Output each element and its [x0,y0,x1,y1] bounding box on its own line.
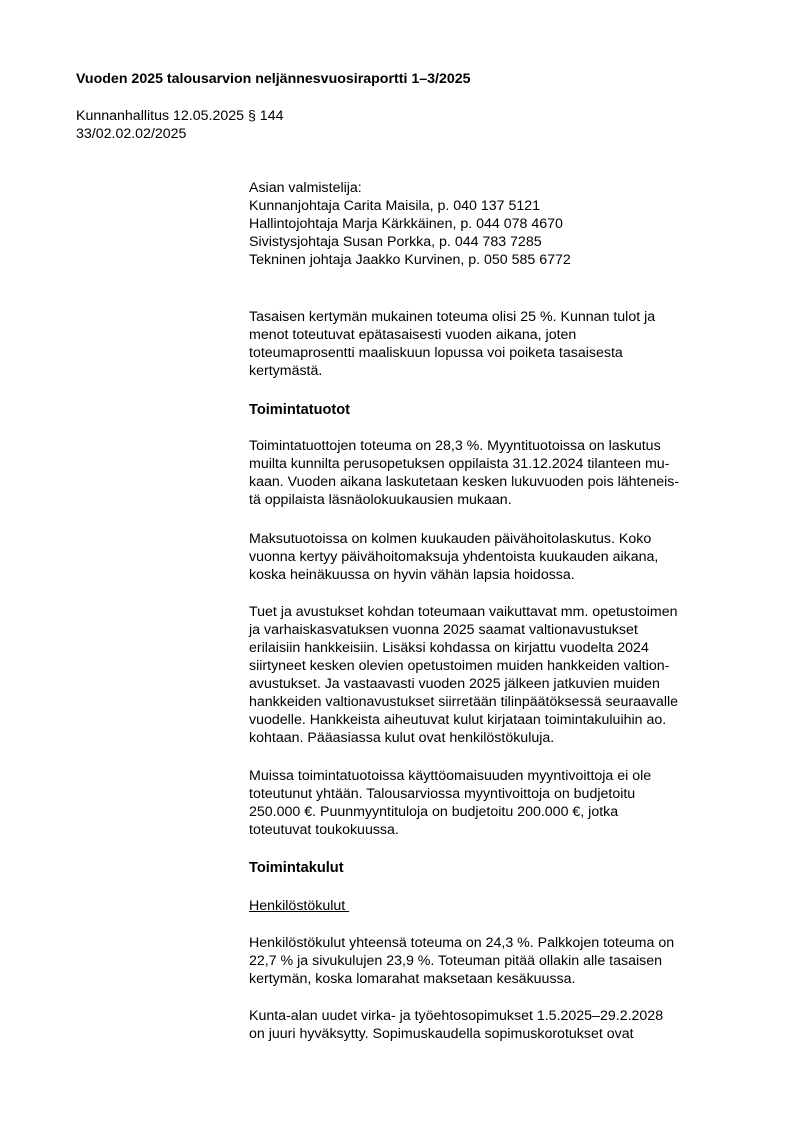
text-line: koska heinäkuussa on hyvin vähän lapsia hoidossa. [249,567,575,583]
text-line: Maksutuotoissa on kolmen kuukauden päivähoitolaskutus. Koko [249,531,652,547]
section-heading: Toimintakulut [249,860,344,876]
text-line: toteumaprosentti maaliskuun lopussa voi poiketa tasaisesta [249,345,623,361]
text-line: Tuet ja avustukset kohdan toteumaan vaikuttavat mm. opetustoimen [249,604,678,620]
text-line: Toimintatuottojen toteuma on 28,3 %. Myyntituotoissa on laskutus [249,438,661,454]
meeting-reference: Kunnanhallitus 12.05.2025 § 144 [76,108,284,124]
preparer-line: Kunnanjohtaja Carita Maisila, p. 040 137 5121 [249,198,541,214]
text-line: toteutunut yhtään. Talousarviossa myyntivoittoja on budjetoitu [249,786,636,802]
text-line: vuonna kertyy päivähoitomaksuja yhdentoista kuukauden aikana, [249,549,659,565]
section-heading-toimintakulut [249,859,739,877]
text-line: Tasaisen kertymän mukainen toteuma olisi 25 %. Kunnan tulot ja [249,309,656,325]
text-line: Henkilöstökulut yhteensä toteuma on 24,3 %. Palkkojen toteuma on [249,935,675,951]
text-line: 22,7 % ja sivukulujen 23,9 %. Toteuman pitää ollakin alle tasaisen [249,953,663,969]
subsection-heading: Henkilöstökulut [249,898,350,914]
text-line: muilta kunnilta perusopetuksen oppilaista 31.12.2024 tilanteen mu- [249,456,670,472]
text-line: Muissa toimintatuotoissa käyttöomaisuuden myyntivoittoja ei ole [249,768,652,784]
text-line: erilaisiin hankkeisiin. Lisäksi kohdassa on kirjattu vuodelta 2024 [249,640,649,656]
preparers-block [249,179,739,269]
paragraph-collective-agreements [249,1007,739,1043]
paragraph-other-income [249,767,739,839]
paragraph-fee-income [249,530,739,584]
text-line: kaan. Vuoden aikana laskutetaan kesken lukuvuoden pois lähteneis- [249,474,680,490]
text-line: kertymästä. [249,363,323,379]
text-line: hankkeiden valtionavustukset siirretään tilinpäätöksessä seuraavalle [249,694,679,710]
preparer-line: Hallintojohtaja Marja Kärkkäinen, p. 044 078 4670 [249,216,563,232]
text-line: menot toteutuvat epätasaisesti vuoden aikana, joten [249,327,577,343]
document-title: Vuoden 2025 talousarvion neljännesvuosiraportti 1–3/2025 [76,71,471,87]
preparer-line: Sivistysjohtaja Susan Porkka, p. 044 783 7285 [249,234,542,250]
text-line: Kunta-alan uudet virka- ja työehtosopimukset 1.5.2025–29.2.2028 [249,1008,664,1024]
section-heading-toimintatuotot [249,401,739,419]
paragraph-operating-income [249,437,739,509]
preparer-line: Tekninen johtaja Jaakko Kurvinen, p. 050 585 6772 [249,252,571,268]
text-line: avustukset. Ja vastaavasti vuoden 2025 jälkeen jatkuvien muiden [249,676,660,692]
text-line: kertymän, koska lomarahat maksetaan kesäkuussa. [249,971,576,987]
text-line: on juuri hyväksytty. Sopimuskaudella sopimuskorotukset ovat [249,1026,634,1042]
meta-block [76,107,283,143]
intro-paragraph [249,308,739,380]
text-line: 250.000 €. Puunmyyntituloja on budjetoitu 200.000 €, jotka [249,804,619,820]
preparers-label: Asian valmistelija: [249,180,362,196]
record-number: 33/02.02.02/2025 [76,126,187,142]
text-line: siirtyneet kesken olevien opetustoimen muiden hankkeiden valtion- [249,658,670,674]
paragraph-subsidies [249,603,739,747]
subheading-personnel-costs [249,897,739,915]
section-heading: Toimintatuotot [249,402,351,418]
text-line: tä oppilaista läsnäolokuukausien mukaan. [249,492,512,508]
text-line: kohtaan. Pääasiassa kulut ovat henkilöstökuluja. [249,730,555,746]
text-line: ja varhaiskasvatuksen vuonna 2025 saamat valtionavustukset [249,622,638,638]
text-line: toteutuvat toukokuussa. [249,822,399,838]
paragraph-personnel-costs [249,934,739,988]
text-line: vuodelle. Hankkeista aiheutuvat kulut kirjataan toimintakuluihin ao. [249,712,667,728]
